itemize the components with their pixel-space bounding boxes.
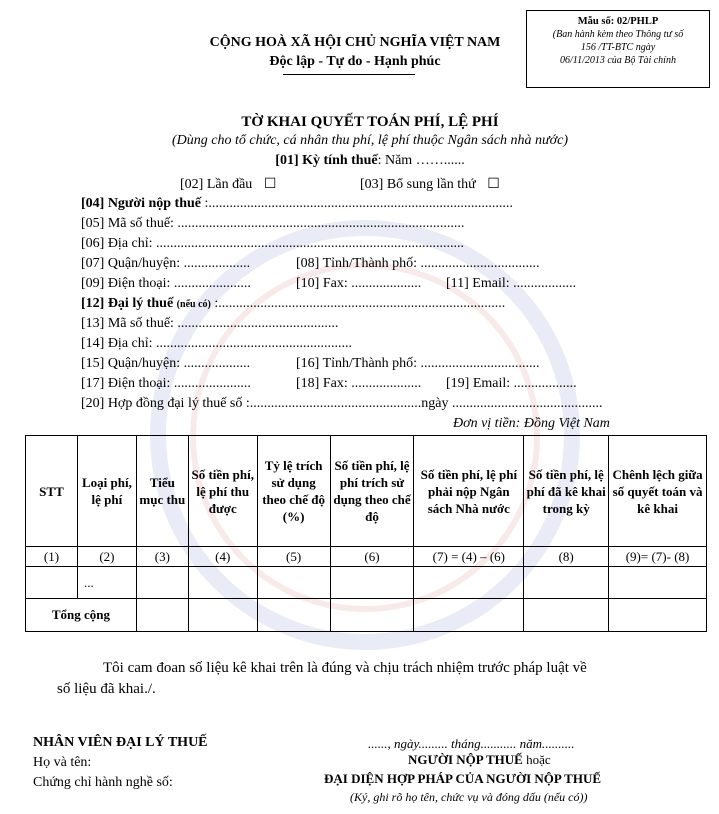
field-agent-address[interactable]: [14] Địa chỉ: ........................................................	[81, 336, 353, 351]
field-taxpayer-dots: :.......................................................................................	[201, 196, 513, 211]
table-cell[interactable]	[136, 599, 188, 632]
header-declared: Số tiền phí, lệ phí đã kê khai trong kỳ	[524, 436, 609, 547]
form-subtitle: (Dùng cho tổ chức, cá nhân thu phí, lệ phí thuộc Ngân sách nhà nước)	[171, 133, 568, 148]
field-email[interactable]: [11] Email: ..................	[446, 276, 577, 291]
field-agent-district[interactable]: [15] Quận/huyện: ...................	[81, 356, 251, 371]
form-title: TỜ KHAI QUYẾT TOÁN PHÍ, LỆ PHÍ	[241, 114, 499, 130]
field-taxpayer[interactable]	[81, 196, 513, 212]
sign-date: ......, ngày......... tháng........... năm..........	[368, 736, 575, 751]
table-cell[interactable]	[257, 567, 330, 599]
field-agent-phone[interactable]: [17] Điện thoại: ......................	[81, 376, 251, 391]
field-fax[interactable]: [10] Fax: ....................	[296, 276, 422, 291]
field-agent-label: [12] Đại lý thuế	[81, 296, 174, 311]
form-note-1: (Ban hành kèm theo Thông tư số	[552, 29, 684, 40]
header-rate: Tỷ lệ trích sử dụng theo chế độ (%)	[257, 436, 330, 547]
index-cell: (5)	[257, 547, 330, 567]
field-phone[interactable]: [09] Điện thoại: ......................	[81, 276, 251, 291]
table-cell[interactable]	[330, 599, 414, 632]
option-supplement-checkbox[interactable]: ☐	[487, 177, 500, 192]
header-stt: STT	[26, 436, 78, 547]
header-payable: Số tiền phí, lệ phí phải nộp Ngân sách Nhà nước	[414, 436, 524, 547]
form-code-box	[526, 10, 710, 88]
field-tax-code[interactable]: [05] Mã số thuế: ..................................................................................	[81, 216, 465, 231]
agent-cert-label: Chứng chỉ hành nghề số:	[33, 775, 173, 790]
index-cell: (4)	[188, 547, 257, 567]
header-fee-type: Loại phí, lệ phí	[77, 436, 136, 547]
index-cell: (9)= (7)- (8)	[609, 547, 707, 567]
index-cell: (1)	[26, 547, 78, 567]
signer-instructions: (Ký, ghi rõ họ tên, chức vụ và đóng dấu (nếu có))	[350, 790, 588, 804]
tax-period-label: [01] Kỳ tính thuế	[275, 153, 378, 168]
header-collected: Số tiền phí, lệ phí thu được	[188, 436, 257, 547]
table-index-row	[26, 547, 707, 567]
table-cell[interactable]	[524, 567, 609, 599]
signer-title: NGƯỜI NỘP THUẾ	[408, 752, 523, 767]
field-agent-note: (nếu có)	[176, 299, 211, 310]
table-cell[interactable]: ...	[77, 567, 136, 599]
form-note-3: 06/11/2013 của Bộ Tài chính	[560, 55, 676, 66]
table-cell[interactable]	[136, 567, 188, 599]
table-cell[interactable]	[609, 599, 707, 632]
index-cell: (7) = (4) – (6)	[414, 547, 524, 567]
signer-representative: ĐẠI DIỆN HỢP PHÁP CỦA NGƯỜI NỘP THUẾ	[324, 771, 601, 786]
index-cell: (6)	[330, 547, 414, 567]
declaration-line-1: Tôi cam đoan số liệu kê khai trên là đúng và chịu trách nhiệm trước pháp luật về	[103, 660, 587, 676]
index-cell: (2)	[77, 547, 136, 567]
table-row	[26, 567, 707, 599]
agent-staff-title: NHÂN VIÊN ĐẠI LÝ THUẾ	[33, 735, 208, 750]
field-agent[interactable]	[81, 296, 505, 312]
total-label: Tổng cộng	[26, 599, 137, 632]
table-cell[interactable]	[26, 567, 78, 599]
field-agent-contract[interactable]: [20] Hợp đồng đại lý thuế số :.................................................ngày ...........................................	[81, 396, 603, 411]
signer-or: hoặc	[522, 752, 551, 767]
table-cell[interactable]	[524, 599, 609, 632]
form-note-2: 156 /TT-BTC ngày	[580, 42, 656, 53]
header-difference: Chênh lệch giữa số quyết toán và kê khai	[609, 436, 707, 547]
option-supplement[interactable]	[360, 176, 500, 193]
table-cell[interactable]	[609, 567, 707, 599]
table-cell[interactable]	[414, 567, 524, 599]
motto-underline	[283, 74, 415, 75]
index-cell: (3)	[136, 547, 188, 567]
table-cell[interactable]	[330, 567, 414, 599]
tax-period-value: : Năm ……......	[377, 153, 465, 168]
field-agent-fax[interactable]: [18] Fax: ....................	[296, 376, 422, 391]
nation-title: CỘNG HOÀ XÃ HỘI CHỦ NGHĨA VIỆT NAM	[209, 35, 501, 50]
table-total-row	[26, 599, 707, 632]
form-code: Mẫu số: 02/PHLP	[577, 16, 659, 27]
table-header-row	[26, 436, 707, 547]
tax-period	[40, 153, 700, 169]
field-district[interactable]: [07] Quận/huyện: ...................	[81, 256, 251, 271]
field-address[interactable]: [06] Địa chỉ: ........................................................................................	[81, 236, 465, 251]
header-retained: Số tiền phí, lệ phí trích sử dụng theo chế độ	[330, 436, 414, 547]
table-cell[interactable]	[188, 567, 257, 599]
field-agent-dots: :..................................................................................	[210, 296, 506, 311]
header-sub-item: Tiểu mục thu	[136, 436, 188, 547]
nation-motto: Độc lập - Tự do - Hạnh phúc	[269, 54, 441, 69]
index-cell: (8)	[524, 547, 609, 567]
option-first-checkbox[interactable]: ☐	[263, 177, 277, 192]
option-first[interactable]	[180, 176, 276, 193]
declaration-line-2: số liệu đã khai./.	[57, 681, 156, 697]
settlement-table	[25, 435, 707, 632]
table-cell[interactable]	[257, 599, 330, 632]
table-cell[interactable]	[188, 599, 257, 632]
field-province[interactable]: [08] Tỉnh/Thành phố: ..................................	[296, 256, 540, 271]
field-agent-tax-code[interactable]: [13] Mã số thuế: ..............................................	[81, 316, 339, 331]
currency-unit: Đơn vị tiền: Đồng Việt Nam	[453, 416, 610, 431]
field-agent-email[interactable]: [19] Email: ..................	[446, 376, 577, 391]
agent-name-label: Họ và tên:	[33, 755, 92, 770]
table-cell[interactable]	[414, 599, 524, 632]
option-supplement-label: [03] Bổ sung lần thứ	[360, 177, 476, 192]
option-first-label: [02] Lần đầu	[180, 177, 253, 192]
signer-line-1	[408, 752, 551, 768]
field-taxpayer-label: [04] Người nộp thuế	[81, 196, 201, 211]
field-agent-province[interactable]: [16] Tỉnh/Thành phố: ..................................	[296, 356, 540, 371]
